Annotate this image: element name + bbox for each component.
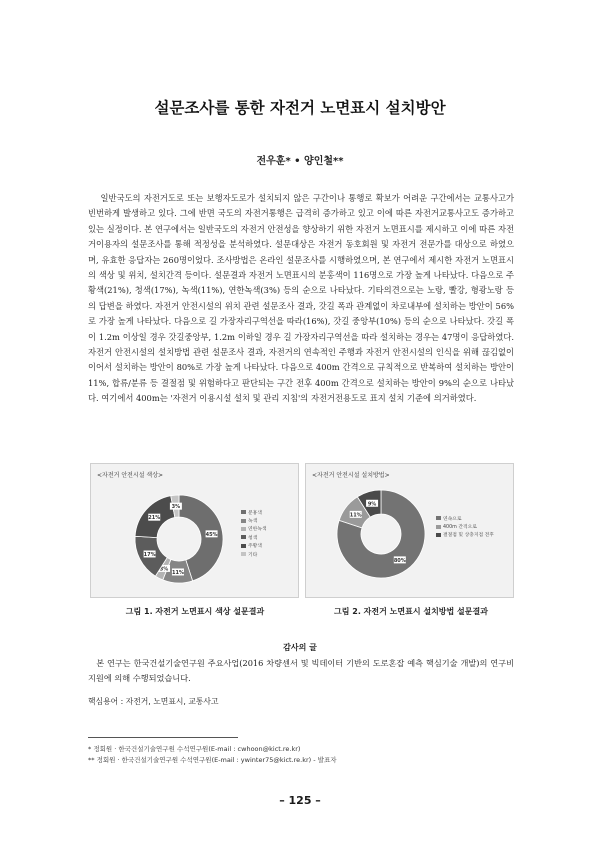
legend-item (241, 525, 267, 533)
legend-label: 녹색 (248, 519, 258, 525)
figure-2-chart (305, 463, 514, 598)
data-label: 11% (171, 569, 184, 576)
data-label: 80% (393, 557, 406, 564)
acknowledgement-text: 본 연구는 한국건설기술연구원 주요사업(2016 차량센서 및 빅데이터 기반의 도로혼잡 예측 핵심기술 개발)의 연구비 지원에 의해 수행되었습니다. (88, 658, 514, 683)
legend-label: 결절점 및 상충지점 전후 (443, 533, 494, 539)
legend-label: 분홍색 (248, 510, 262, 516)
legend-item (436, 531, 494, 539)
footnote-1: * 정회원 · 한국건설기술연구원 수석연구원(E-mail : cwhoon@kict.re.kr) (88, 745, 301, 753)
legend-label: 기타 (248, 552, 258, 558)
data-label: 45% (205, 531, 218, 538)
paper-authors: 전우훈* • 양인철** (256, 156, 344, 167)
data-label: 9% (367, 501, 377, 508)
legend-swatch (436, 525, 441, 529)
legend-swatch (241, 552, 246, 556)
figure-1-legend (241, 508, 267, 558)
figure-2-caption: 그림 2. 자전거 노면표시 설치방법 설문결과 (334, 607, 488, 616)
legend-swatch (241, 535, 246, 539)
footnote-2: ** 정회원 · 한국건설기술연구원 수석연구원(E-mail : ywinter75@kict.re.kr) - 발표자 (88, 755, 337, 764)
abstract-text: 일반국도의 자전거도로 또는 보행자도로가 설치되지 않은 구간이나 통행로 확보가 어려운 구간에서는 교통사고가 빈번하게 발생하고 있다. 그에 반면 국도의 자전거통행은 급격히 증가하고 있고 이에 따른 자전거교통사고도 증가하고 있는 실정이다. 본 연구에서는 일반국도의 자전거 안전성을 향상하기 위한 자전거 노면표시를 제시하고 이에 따른 자전거이용자의 설문조사를 통해 적정성을 분석하였다. 설문대상은 자전거 동호회원 및 자전거 전문가를 대상으로 하였으며, 유효한 응답자는 260명이었다. 조사방법은 온라인 설문조사를 시행하였으며, 본 연구에서 제시한 자전거 노면표시의 색상 및 위치, 설치간격 등이다. 설문결과 자전거 노면표시의 분홍색이 116명으로 가장 높게 나타났다. 다음으로 주황색(21%), 청색(17%), 녹색(11%), 연한녹색(3%) 등의 순으로 나타났다. 기타의견으로는 노랑, 빨강, 형광노랑 등의 답변을 하였다. 자전거 안전시설의 위치 관련 설문조사 결과, 갓길 폭과 관계없이 차로내부에 설치하는 방안이 56%로 가장 높게 나타났다. 다음으로 길 가장자리구역선을 따라(16%), 갓길 중앙부(10%) 등의 순으로 나타났다. 갓길 폭이 1.2m 이상일 경우 갓길중앙부, 1.2m 이하일 경우 길 가장자리구역선을 따라 설치하는 경우는 47명이 응답하였다. 자전거 안전시설의 설치방법 관련 설문조사 결과, 자전거의 연속적인 주행과 자전거 안전시설의 인식을 위해 끊김없이 이어서 설치하는 방안이 80%로 가장 높게 나타났다. 다음으로 400m 간격으로 규칙적으로 반복하여 설치하는 방안이 11%, 합류/분류 등 결절점 및 위험하다고 판단되는 구간 전후 400m 간격으로 설치하는 방안이 9%의 순으로 나타났다. 여기에서 400m는 '자전거 이용시설 설치 및 관리 지침'의 자전거전용도로 표지 설치 기준에 의거하였다. (88, 193, 514, 404)
legend-item (241, 533, 267, 541)
legend-swatch (436, 533, 441, 537)
legend-swatch (241, 510, 246, 514)
legend-item (241, 542, 267, 550)
acknowledgement-heading: 감사의 글 (283, 643, 317, 652)
legend-swatch (241, 527, 246, 531)
legend-swatch (241, 544, 246, 548)
data-label: 21% (148, 515, 161, 522)
figure-2-title: <자전거 안전시설 설치방법> (312, 472, 390, 479)
legend-label: 주황색 (248, 544, 262, 550)
data-label: 17% (143, 551, 156, 558)
legend-item (436, 522, 494, 530)
footnote-divider (88, 737, 238, 738)
legend-label: 400m 간격으로 (443, 525, 477, 531)
legend-swatch (436, 516, 441, 520)
figure-1-caption: 그림 1. 자전거 노면표시 색상 설문결과 (125, 607, 265, 616)
keywords: 핵심용어 : 자전거, 노면표시, 교통사고 (88, 697, 219, 706)
page-number: – 125 – (279, 794, 321, 807)
figure-2-legend (436, 514, 494, 539)
figure-1-title: <자전거 안전시설 색상> (97, 472, 164, 479)
legend-label: 연속으로 (443, 516, 462, 522)
legend-item (241, 550, 267, 558)
paper-title: 설문조사를 통한 자전거 노면표시 설치방안 (154, 99, 446, 117)
data-label: 11% (349, 512, 362, 519)
legend-swatch (241, 519, 246, 523)
legend-label: 연한녹색 (248, 527, 267, 533)
footnotes (88, 744, 337, 765)
data-label: 3% (159, 566, 169, 573)
legend-item (241, 508, 267, 516)
figure-1-chart (90, 463, 299, 598)
legend-item (436, 514, 494, 522)
legend-item (241, 516, 267, 524)
data-label: 3% (171, 504, 181, 511)
legend-label: 청색 (248, 535, 258, 541)
